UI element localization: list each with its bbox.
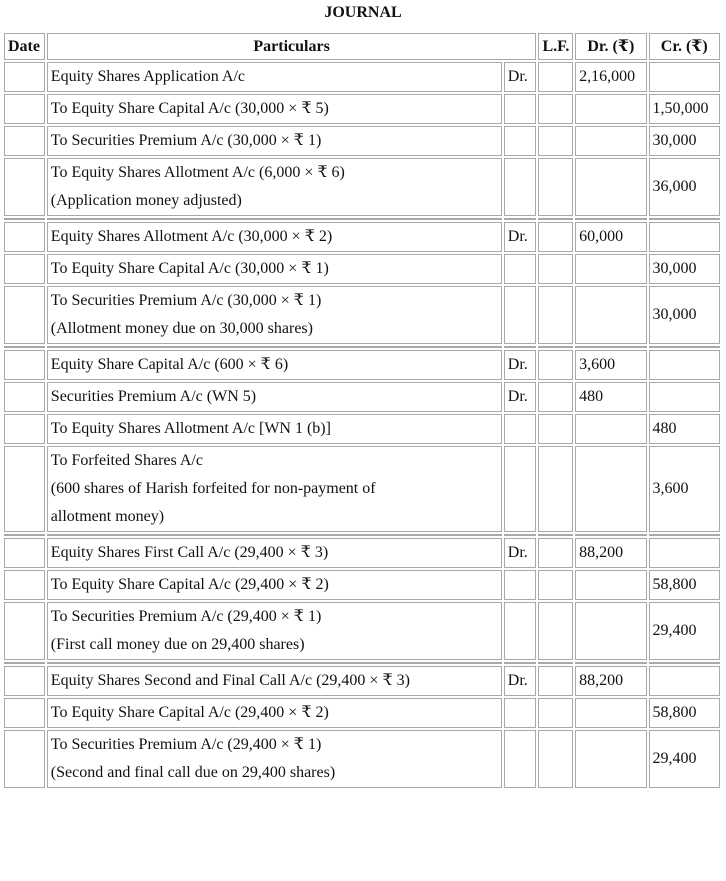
date-cell [4, 286, 45, 344]
lf-cell [538, 382, 573, 412]
credit-amount: 29,400 [649, 602, 720, 660]
separator-cell [504, 662, 537, 664]
dr-mark: Dr. [504, 350, 537, 380]
credit-header: Cr. (₹) [649, 33, 720, 60]
credit-amount: 30,000 [649, 254, 720, 284]
date-cell [4, 158, 45, 216]
lf-cell [538, 62, 573, 92]
particulars-line: (Application money adjusted) [50, 192, 242, 209]
date-cell [4, 94, 45, 124]
debit-account: Equity Shares Application A/c [47, 62, 502, 92]
debit-amount: 88,200 [575, 666, 646, 696]
separator-cell [538, 346, 573, 348]
credit-amount: 480 [649, 414, 720, 444]
dr-mark-empty [504, 158, 537, 216]
dr-mark-empty [504, 254, 537, 284]
credit-amount: 30,000 [649, 126, 720, 156]
credit-account [47, 570, 502, 600]
credit-amount-empty [649, 666, 720, 696]
lf-cell [538, 350, 573, 380]
particulars-line: To Equity Share Capital A/c (30,000 × ₹ 1) [50, 260, 329, 277]
credit-account [47, 158, 502, 216]
dr-mark-empty [504, 414, 537, 444]
credit-amount: 29,400 [649, 730, 720, 788]
credit-account [47, 730, 502, 788]
separator-cell [4, 662, 45, 664]
date-cell [4, 698, 45, 728]
journal-credit-row [4, 698, 720, 728]
separator-cell [47, 346, 502, 348]
journal-credit-row [4, 570, 720, 600]
separator-cell [575, 534, 646, 536]
journal-debit-row [4, 222, 720, 252]
separator-cell [4, 346, 45, 348]
separator-cell [538, 218, 573, 220]
debit-amount-empty [575, 126, 646, 156]
credit-account [47, 446, 502, 532]
credit-amount: 3,600 [649, 446, 720, 532]
credit-amount-empty [649, 382, 720, 412]
separator-cell [649, 346, 720, 348]
journal-debit-row [4, 382, 720, 412]
separator-cell [649, 218, 720, 220]
particulars-line: (Allotment money due on 30,000 shares) [50, 320, 313, 337]
separator-cell [575, 346, 646, 348]
debit-amount-empty [575, 286, 646, 344]
date-cell [4, 570, 45, 600]
debit-amount-empty [575, 94, 646, 124]
particulars-line: To Equity Shares Allotment A/c (6,000 × ₹ 6) [50, 164, 345, 181]
dr-mark: Dr. [504, 382, 537, 412]
dr-mark-empty [504, 94, 537, 124]
lf-cell [538, 666, 573, 696]
lf-cell [538, 286, 573, 344]
credit-amount: 36,000 [649, 158, 720, 216]
separator-cell [504, 218, 537, 220]
date-cell [4, 666, 45, 696]
dr-mark: Dr. [504, 62, 537, 92]
credit-amount: 1,50,000 [649, 94, 720, 124]
journal-credit-row [4, 730, 720, 788]
credit-account [47, 602, 502, 660]
debit-account: Equity Shares First Call A/c (29,400 × ₹ 3) [47, 538, 502, 568]
particulars-line: To Securities Premium A/c (30,000 × ₹ 1) [50, 132, 322, 149]
debit-account: Equity Share Capital A/c (600 × ₹ 6) [47, 350, 502, 380]
particulars-line: (Second and final call due on 29,400 shares) [50, 764, 336, 781]
credit-amount: 58,800 [649, 698, 720, 728]
credit-account [47, 254, 502, 284]
debit-account: Securities Premium A/c (WN 5) [47, 382, 502, 412]
credit-account [47, 286, 502, 344]
journal-table [2, 31, 722, 790]
separator-cell [575, 218, 646, 220]
separator-cell [649, 662, 720, 664]
dr-mark-empty [504, 698, 537, 728]
date-cell [4, 538, 45, 568]
credit-amount: 58,800 [649, 570, 720, 600]
dr-mark-empty [504, 446, 537, 532]
debit-amount-empty [575, 158, 646, 216]
lf-cell [538, 414, 573, 444]
debit-amount-empty [575, 446, 646, 532]
debit-header: Dr. (₹) [575, 33, 646, 60]
dr-mark-empty [504, 602, 537, 660]
credit-amount-empty [649, 538, 720, 568]
credit-account [47, 698, 502, 728]
debit-amount-empty [575, 698, 646, 728]
lf-cell [538, 538, 573, 568]
journal-credit-row [4, 126, 720, 156]
date-cell [4, 602, 45, 660]
credit-amount-empty [649, 222, 720, 252]
separator-cell [47, 534, 502, 536]
debit-account: Equity Shares Second and Final Call A/c (29,400 × ₹ 3) [47, 666, 502, 696]
date-cell [4, 414, 45, 444]
date-header: Date [4, 33, 45, 60]
separator-cell [47, 218, 502, 220]
particulars-line: To Forfeited Shares A/c [50, 452, 203, 469]
debit-amount-empty [575, 730, 646, 788]
particulars-header: Particulars [47, 33, 537, 60]
particulars-line: To Securities Premium A/c (29,400 × ₹ 1) [50, 736, 322, 753]
debit-amount-empty [575, 414, 646, 444]
lf-cell [538, 730, 573, 788]
journal-debit-row [4, 538, 720, 568]
particulars-line: To Equity Share Capital A/c (30,000 × ₹ 5) [50, 100, 329, 117]
particulars-line: (First call money due on 29,400 shares) [50, 636, 305, 653]
lf-cell [538, 126, 573, 156]
journal-credit-row [4, 94, 720, 124]
debit-amount-empty [575, 254, 646, 284]
credit-amount: 30,000 [649, 286, 720, 344]
debit-amount: 3,600 [575, 350, 646, 380]
particulars-line: To Equity Share Capital A/c (29,400 × ₹ 2) [50, 576, 329, 593]
lf-cell [538, 570, 573, 600]
separator-cell [575, 662, 646, 664]
particulars-line: allotment money) [50, 508, 165, 525]
debit-amount: 60,000 [575, 222, 646, 252]
debit-amount: 480 [575, 382, 646, 412]
header-row [4, 33, 720, 60]
dr-mark-empty [504, 286, 537, 344]
lf-cell [538, 602, 573, 660]
separator-cell [4, 218, 45, 220]
journal-body [4, 62, 720, 788]
date-cell [4, 382, 45, 412]
credit-amount-empty [649, 62, 720, 92]
journal-credit-row [4, 254, 720, 284]
debit-amount-empty [575, 602, 646, 660]
separator-cell [504, 346, 537, 348]
journal-credit-row [4, 414, 720, 444]
journal-title: JOURNAL [324, 4, 402, 21]
lf-cell [538, 222, 573, 252]
credit-amount-empty [649, 350, 720, 380]
date-cell [4, 446, 45, 532]
journal-debit-row [4, 666, 720, 696]
separator-cell [4, 534, 45, 536]
journal-debit-row [4, 62, 720, 92]
date-cell [4, 126, 45, 156]
separator-cell [538, 662, 573, 664]
particulars-line: To Equity Shares Allotment A/c [WN 1 (b)] [50, 420, 331, 437]
date-cell [4, 730, 45, 788]
debit-amount: 2,16,000 [575, 62, 646, 92]
debit-account: Equity Shares Allotment A/c (30,000 × ₹ 2) [47, 222, 502, 252]
particulars-line: To Securities Premium A/c (29,400 × ₹ 1) [50, 608, 322, 625]
dr-mark: Dr. [504, 222, 537, 252]
dr-mark-empty [504, 570, 537, 600]
credit-account [47, 414, 502, 444]
journal-credit-row [4, 446, 720, 532]
lf-header: L.F. [538, 33, 573, 60]
entry-separator [4, 346, 720, 348]
date-cell [4, 254, 45, 284]
debit-amount: 88,200 [575, 538, 646, 568]
separator-cell [504, 534, 537, 536]
particulars-line: To Securities Premium A/c (30,000 × ₹ 1) [50, 292, 322, 309]
journal-credit-row [4, 286, 720, 344]
credit-account [47, 94, 502, 124]
dr-mark-empty [504, 730, 537, 788]
lf-cell [538, 254, 573, 284]
dr-mark: Dr. [504, 538, 537, 568]
journal-debit-row [4, 350, 720, 380]
date-cell [4, 350, 45, 380]
dr-mark: Dr. [504, 666, 537, 696]
journal-credit-row [4, 602, 720, 660]
date-cell [4, 62, 45, 92]
particulars-line: To Equity Share Capital A/c (29,400 × ₹ 2) [50, 704, 329, 721]
lf-cell [538, 158, 573, 216]
particulars-line: (600 shares of Harish forfeited for non-payment of [50, 480, 376, 497]
separator-cell [649, 534, 720, 536]
debit-amount-empty [575, 570, 646, 600]
separator-cell [538, 534, 573, 536]
entry-separator [4, 218, 720, 220]
entry-separator [4, 534, 720, 536]
dr-mark-empty [504, 126, 537, 156]
journal-credit-row [4, 158, 720, 216]
date-cell [4, 222, 45, 252]
lf-cell [538, 446, 573, 532]
entry-separator [4, 662, 720, 664]
credit-account [47, 126, 502, 156]
lf-cell [538, 94, 573, 124]
separator-cell [47, 662, 502, 664]
lf-cell [538, 698, 573, 728]
